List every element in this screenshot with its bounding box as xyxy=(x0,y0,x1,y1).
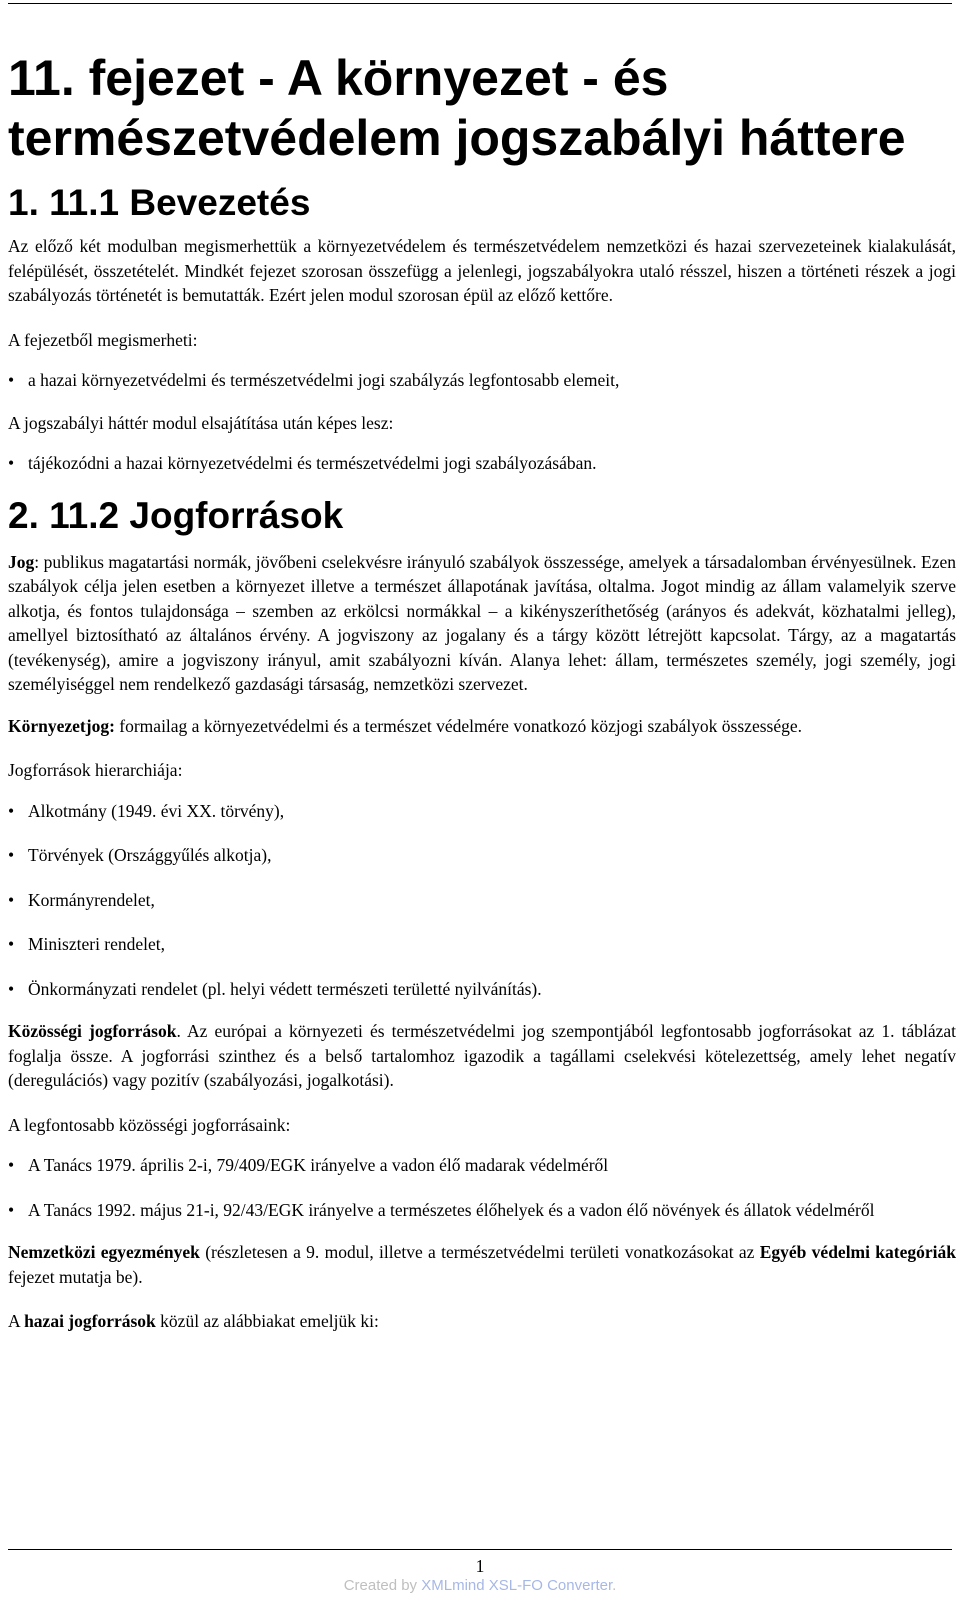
header-rule xyxy=(8,3,952,4)
able-intro: A jogszabályi háttér modul elsajátítása után képes lesz: xyxy=(8,412,394,433)
kozossegi-list xyxy=(8,1153,956,1222)
term-hazai: hazai jogforrások xyxy=(24,1311,156,1331)
hazai-prefix: A xyxy=(8,1311,25,1331)
nemzetkozi-text-end: fejezet mutatja be). xyxy=(8,1266,143,1287)
list-item: • A Tanács 1992. május 21-i, 92/43/EGK irányelve a természetes élőhelyek és a vadon élő növények és állatok védelméről xyxy=(8,1198,956,1223)
term-kornyezetjog: Környezetjog: xyxy=(8,715,115,736)
footer-suffix: . xyxy=(612,1577,617,1594)
nemzetkozi-text: (részletesen a 9. modul, illetve a természetvédelmi területi vonatkozásokat az xyxy=(199,1242,760,1262)
learn-list xyxy=(8,368,956,393)
intro-paragraph: Az előző két modulban megismerhettük a környezetvédelem és természetvédelem nemzetközi és hazai szervezeteinek kialakulását, felépülését, összetételét. Mindkét fejezet szorosan összefügg a jelenlegi, jogszabályokra utaló résszel, hiszen a történeti részek a jogi szabályozás történetét is bemutatták. Ezért jelen modul szorosan épül az előző kettőre. xyxy=(8,236,956,305)
list-item: • Önkormányzati rendelet (pl. helyi védett természeti területté nyilvánítás). xyxy=(8,977,956,1002)
list-item: • Kormányrendelet, xyxy=(8,888,956,913)
able-list xyxy=(8,451,956,476)
footer-prefix: Created by xyxy=(343,1577,422,1594)
kjog-paragraph xyxy=(8,714,956,739)
kozossegi-paragraph xyxy=(8,1019,956,1093)
kozossegi-text: . Az európai a környezeti és természetvédelmi jog szempontjából legfontosabb jogforrásokat az 1. táblázat foglalja össze. A jogforrási szinthez és a belső tartalomhoz igazodik a tagállami cselekvési kötelezettség, amely lehet negatív (deregulációs) vagy pozitív (szabályozási, jogalkotási). xyxy=(8,1021,956,1090)
document-body xyxy=(8,48,956,1354)
converter-link[interactable]: XMLmind XSL-FO Converter xyxy=(421,1577,613,1594)
term-kozossegi: Közösségi jogforrások xyxy=(8,1021,177,1041)
page-number: 1 xyxy=(475,1556,485,1576)
chapter-title: 11. fejezet - A környezet - és természetvédelem jogszabályi háttere xyxy=(8,50,906,166)
footer-rule xyxy=(8,1549,952,1550)
list-item: • Miniszteri rendelet, xyxy=(8,932,956,957)
hierarchy-intro: Jogforrások hierarchiája: xyxy=(8,760,183,780)
hazai-suffix: közül az alábbiakat emeljük ki: xyxy=(155,1311,379,1331)
term-nemzetkozi: Nemzetközi egyezmények xyxy=(8,1242,200,1262)
hierarchy-list xyxy=(8,799,956,1002)
learn-intro: A fejezetből megismerheti: xyxy=(8,329,198,350)
nemzetkozi-paragraph xyxy=(8,1240,956,1289)
term-jog: Jog xyxy=(8,551,35,572)
section-heading-sources: 2. 11.2 Jogforrások xyxy=(8,494,344,536)
hazai-paragraph xyxy=(8,1309,956,1334)
list-item: • tájékozódni a hazai környezetvédelmi és természetvédelmi jogi szabályozásában. xyxy=(8,451,956,476)
list-item: • Alkotmány (1949. évi XX. törvény), xyxy=(8,799,956,824)
list-item: • A Tanács 1979. április 2-i, 79/409/EGK irányelve a vadon élő madarak védelméről xyxy=(8,1153,956,1178)
jog-paragraph xyxy=(8,550,956,697)
section-heading-introduction: 1. 11.1 Bevezetés xyxy=(8,182,311,223)
kozossegi-list-intro: A legfontosabb közösségi jogforrásaink: xyxy=(8,1114,291,1135)
kornyezetjog-definition: formailag a környezetvédelmi és a természet védelmére vonatkozó közjogi szabályok összessége. xyxy=(114,715,802,736)
term-egyeb-vedelmi: Egyéb védelmi kategóriák xyxy=(759,1242,956,1262)
list-item: • a hazai környezetvédelmi és természetvédelmi jogi szabályzás legfontosabb elemeit, xyxy=(8,368,956,393)
list-item: • Törvények (Országgyűlés alkotja), xyxy=(8,843,956,868)
jog-definition: : publikus magatartási normák, jövőbeni cselekvésre irányuló szabályok összessége, amelyek a társadalomban érvényesülnek. Ezen szabályok célja jelen esetben a környezet illetve a természet állapotának javítása, oltalma. Jogot mindig az állam valamelyik szerve alkotja, és fontos tulajdonsága – szemben az erkölcsi normákkal – a kikényszeríthetőség (arányos és adekvát, közhatalmi jelleg), amellyel biztosítható az általános érvény. A jogviszony az jogalany és a tárgy között létrejött kapcsolat. Tárgy, az a magatartás (tevékenység), amire a jogviszony irányul, amit szabályozni kíván. Alanya lehet: állam, természetes személy, jogi személy, jogi személyiséggel nem rendelkező gazdasági társaság, nemzetközi szervezet. xyxy=(8,551,956,694)
converter-footer xyxy=(0,1577,960,1594)
